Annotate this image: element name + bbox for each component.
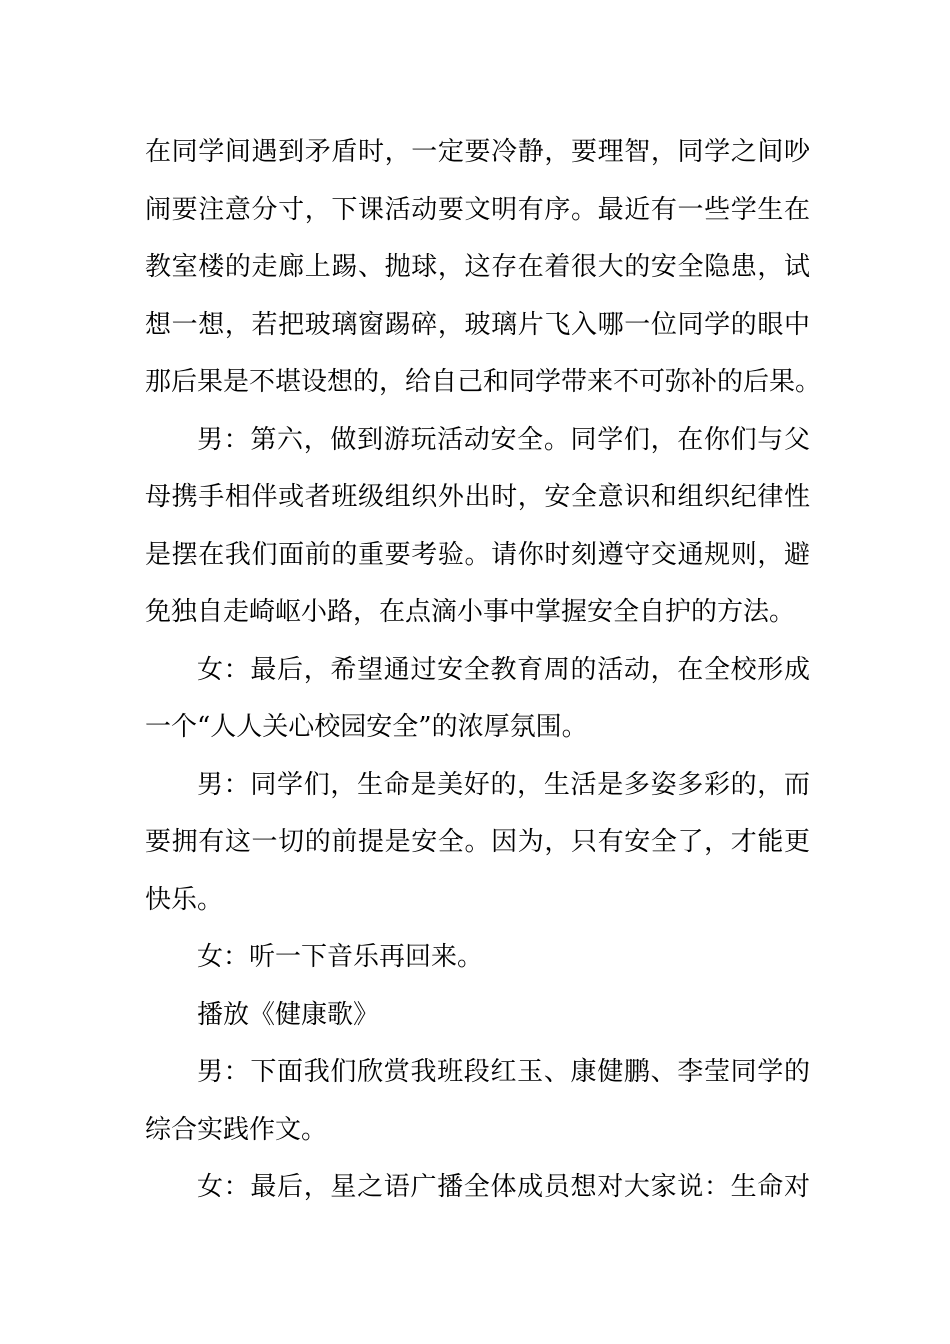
text-line: 快乐。: [145, 884, 224, 915]
text-line: 综合实践作文。: [145, 1114, 328, 1145]
text-line: 母携手相伴或者班级组织外出时，安全意识和组织纪律性: [145, 482, 810, 512]
text-line: 男：第六，做到游玩活动安全。同学们，在你们与父: [197, 424, 810, 455]
text-line: 免独自走崎岖小路，在点滴小事中掌握安全自护的方法。: [145, 597, 796, 627]
paragraph-5: [145, 929, 810, 987]
text-line: 想一想，若把玻璃窗踢碎，玻璃片飞入哪一位同学的眼中: [145, 309, 810, 340]
paragraph-3: [145, 642, 810, 757]
paragraph-6: [145, 987, 810, 1045]
text-line: 教室楼的走廊上踢、抛球，这存在着很大的安全隐患，试: [145, 252, 810, 282]
paragraph-8: [145, 1159, 810, 1217]
paragraph-4: [145, 757, 810, 930]
text-line: 在同学间遇到矛盾时，一定要冷静，要理智，同学之间吵: [145, 137, 810, 167]
text-line: 要拥有这一切的前提是安全。因为，只有安全了，才能更: [145, 827, 810, 857]
paragraph-1: [145, 124, 822, 412]
text-line: 女：听一下音乐再回来。: [197, 942, 484, 972]
text-line: 是摆在我们面前的重要考验。请你时刻遵守交通规则，避: [145, 539, 810, 570]
text-line: 男：同学们，生命是美好的，生活是多姿多彩的，而: [197, 769, 810, 800]
text-line: 一个“人人关心校园安全”的浓厚氛围。: [145, 712, 588, 742]
text-line: 男：下面我们欣赏我班段红玉、康健鹏、李莹同学的: [197, 1057, 810, 1087]
document-body: [145, 124, 822, 1217]
text-line: 播放《健康歌》: [197, 999, 380, 1030]
text-line: 女：最后，希望通过安全教育周的活动，在全校形成: [197, 654, 810, 685]
paragraph-2: [145, 412, 810, 642]
text-line: 闹要注意分寸，下课活动要文明有序。最近有一些学生在: [145, 194, 810, 225]
text-line: 那后果是不堪设想的，给自己和同学带来不可弥补的后果。: [145, 367, 822, 397]
text-line: 女：最后，星之语广播全体成员想对大家说：生命对: [197, 1172, 810, 1202]
paragraph-7: [145, 1044, 810, 1159]
